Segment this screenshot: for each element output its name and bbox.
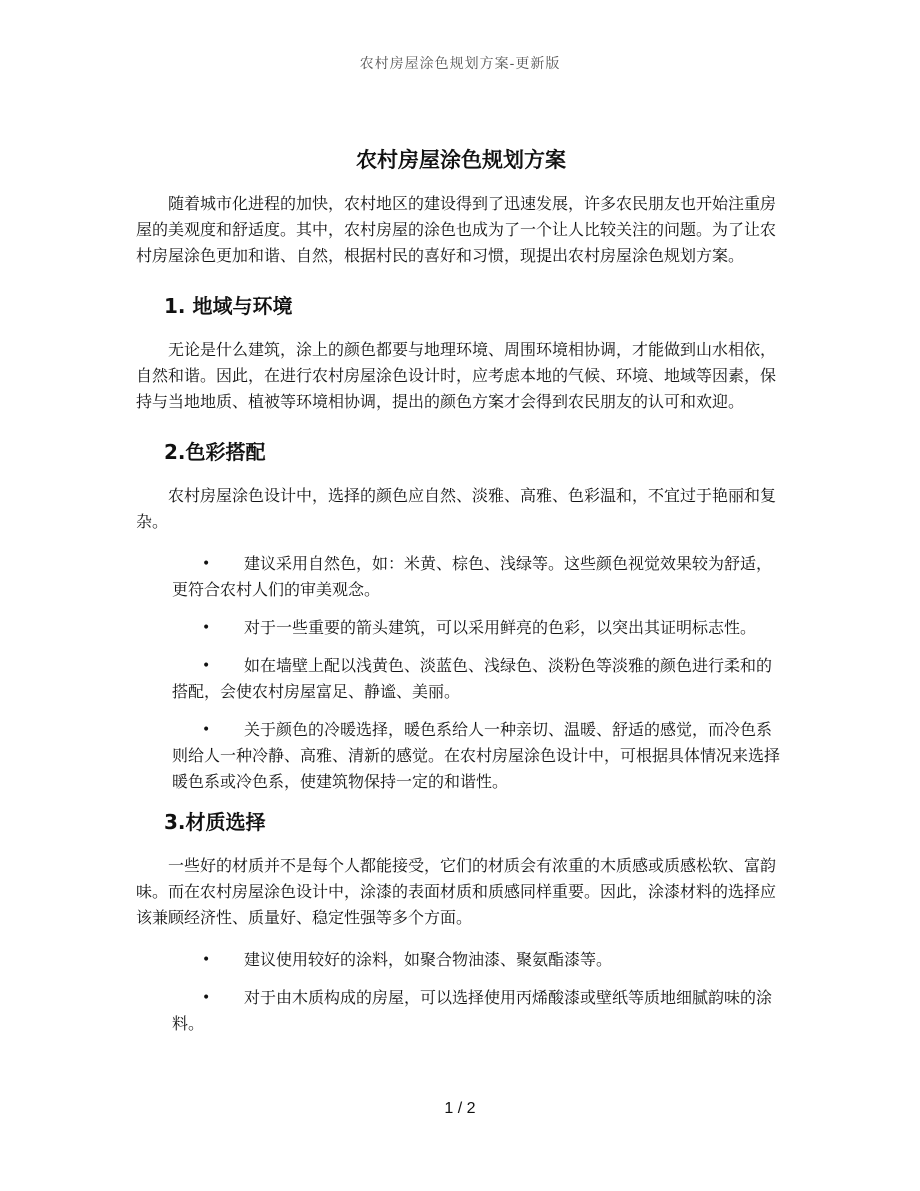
list-item-text: 如在墙壁上配以浅黄色、淡蓝色、浅绿色、淡粉色等淡雅的颜色进行柔和的搭配，会使农村房屋富足、静谧、美丽。 [172, 656, 773, 701]
list-item [136, 615, 786, 641]
section-paragraph: 无论是什么建筑，涂上的颜色都要与地理环境、周围环境相协调，才能做到山水相依，自然和谐。因此，在进行农村房屋涂色设计时，应考虑本地的气候、环境、地域等因素，保持与当地地质、植被等环境相协调，提出的颜色方案才会得到农民朋友的认可和欢迎。 [136, 340, 777, 411]
list-item [136, 985, 786, 1037]
bullet-icon: • [202, 556, 211, 572]
list-item [136, 947, 786, 973]
section-heading-region-environment: 1. 地域与环境 [164, 294, 293, 318]
bullet-icon: • [202, 722, 211, 738]
bullet-icon: • [202, 620, 211, 636]
list-item-text: 对于由木质构成的房屋，可以选择使用丙烯酸漆或壁纸等质地细腻韵味的涂料。 [172, 988, 773, 1033]
list-item [136, 653, 786, 705]
page-header: 农村房屋涂色规划方案-更新版 [359, 56, 561, 72]
section-paragraph: 农村房屋涂色设计中，选择的颜色应自然、淡雅、高雅、色彩温和，不宜过于艳丽和复杂。 [136, 486, 777, 531]
list-item [136, 717, 786, 795]
list-item [136, 551, 786, 603]
intro-paragraph: 随着城市化进程的加快，农村地区的建设得到了迅速发展，许多农民朋友也开始注重房屋的美观度和舒适度。其中，农村房屋的涂色也成为了一个让人比较关注的问题。为了让农村房屋涂色更加和谐、自然，根据村民的喜好和习惯，现提出农村房屋涂色规划方案。 [136, 194, 777, 265]
page-number: 1 / 2 [444, 1100, 476, 1117]
document-title: 农村房屋涂色规划方案 [356, 147, 566, 172]
bullet-list-color [136, 551, 786, 795]
bullet-icon: • [202, 952, 211, 968]
document-body [136, 140, 786, 1049]
list-item-text: 关于颜色的冷暖选择，暖色系给人一种亲切、温暖、舒适的感觉，而冷色系则给人一种冷静、高雅、清新的感觉。在农村房屋涂色设计中，可根据具体情况来选择暖色系或冷色系，使建筑物保持一定的和谐性。 [172, 720, 781, 791]
list-item-text: 对于一些重要的箭头建筑，可以采用鲜亮的色彩，以突出其证明标志性。 [244, 618, 757, 637]
list-item-text: 建议使用较好的涂料，如聚合物油漆、聚氨酯漆等。 [244, 950, 613, 969]
bullet-icon: • [202, 658, 211, 674]
section-paragraph: 一些好的材质并不是每个人都能接受，它们的材质会有浓重的木质感或质感松软、富韵味。而在农村房屋涂色设计中，涂漆的表面材质和质感同样重要。因此，涂漆材料的选择应该兼顾经济性、质量好、稳定性强等多个方面。 [136, 856, 777, 927]
section-heading-color-matching: 2.色彩搭配 [164, 440, 266, 464]
bullet-icon: • [202, 990, 211, 1006]
list-item-text: 建议采用自然色，如：米黄、棕色、浅绿等。这些颜色视觉效果较为舒适，更符合农村人们的审美观念。 [172, 554, 773, 599]
section-heading-material-selection: 3.材质选择 [164, 810, 266, 834]
bullet-list-material [136, 947, 786, 1037]
